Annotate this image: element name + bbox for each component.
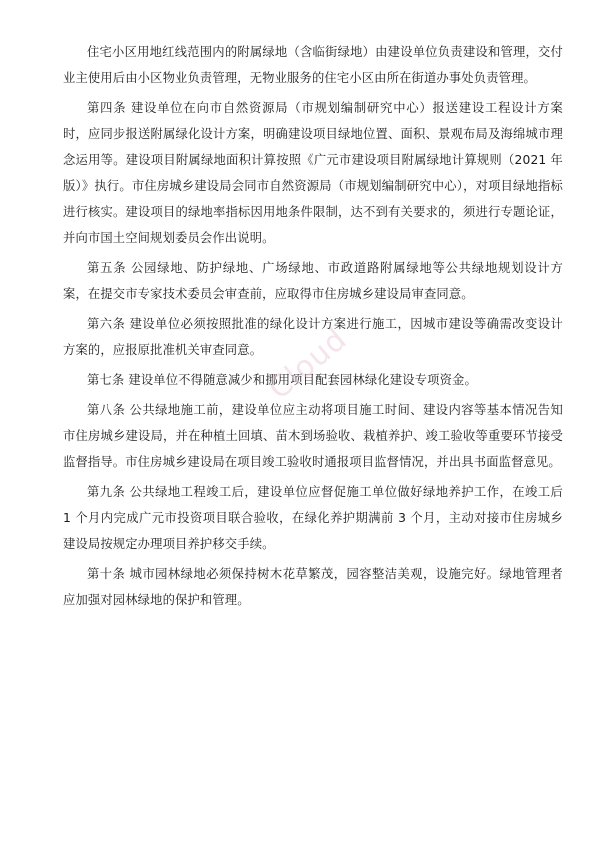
- paragraph-article-10: 第十条 城市园林绿地必须保持树木花草繁茂，园容整洁美观，设施完好。绿地管理者应加强对园林绿地的保护和管理。: [63, 567, 563, 607]
- paragraph-article-5: 第五条 公园绿地、防护绿地、广场绿地、市政道路附属绿地等公共绿地规划设计方案，在提交市专家技术委员会审查前，应取得市住房城乡建设局审查同意。: [63, 261, 563, 301]
- paragraph-article-7: 第七条 建设单位不得随意减少和挪用项目配套园林绿化建设专项资金。: [87, 373, 477, 387]
- watermark: Cloud: [262, 321, 354, 407]
- paragraph-article-4: 第四条 建设单位在向市自然资源局（市规划编制研究中心）报送建设工程设计方案时，应同步报送附属绿化设计方案，明确建设项目绿地位置、面积、景观布局及海绵城市理念运用等。建设项目附属绿地面积计算按照《广元市建设项目附属绿地计算规则（2021 年版）》执行。市住房城乡建设局会同市自然资源局（市规划编制研究中心），对项目绿地指标进行核实。建设项目的绿地率指标因用地条件限制，达不到有关要求的，须进行专题论证，并向市国土空间规划委员会作出说明。: [63, 101, 563, 245]
- paragraph-article-8: 第八条 公共绿地施工前，建设单位应主动将项目施工时间、建设内容等基本情况告知市住房城乡建设局，并在种植土回填、苗木到场验收、栽植养护、竣工验收等重要环节接受监督指导。市住房城乡建设局在项目竣工验收时通报项目监督情况，并出具书面监督意见。: [63, 403, 563, 469]
- paragraph-article-6: 第六条 建设单位必须按照批准的绿化设计方案进行施工，因城市建设等确需改变设计方案的，应报原批准机关审查同意。: [63, 317, 563, 357]
- paragraph-article-9: 第九条 公共绿地工程竣工后，建设单位应督促施工单位做好绿地养护工作，在竣工后 1 个月内完成广元市投资项目联合验收，在绿化养护期满前 3 个月，主动对接市住房城乡建设局按规定办理项目养护移交手续。: [63, 485, 563, 551]
- paragraph-1: 住宅小区用地红线范围内的附属绿地（含临街绿地）由建设单位负责建设和管理，交付业主使用后由小区物业负责管理，无物业服务的住宅小区由所在街道办事处负责管理。: [63, 45, 563, 85]
- document-body: [63, 39, 563, 617]
